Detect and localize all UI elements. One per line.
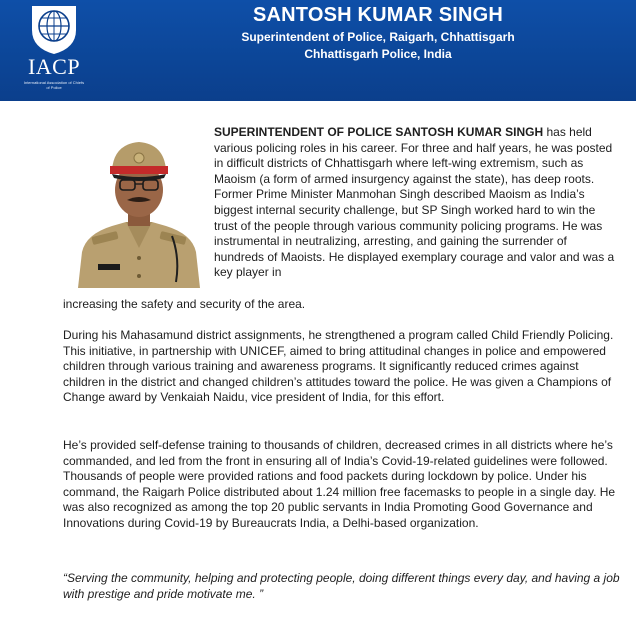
intro-paragraph xyxy=(214,125,616,281)
intro-lead: SUPERINTENDENT OF POLICE SANTOSH KUMAR SINGH xyxy=(214,125,544,139)
officer-portrait xyxy=(72,130,205,288)
logo-text: IACP xyxy=(27,54,81,79)
paragraph-child-friendly-policing: During his Mahasamund district assignments, he strengthened a program called Child Friendly Policing. This initiative, in partnership with UNICEF, aimed to bring attitudinal changes in police and empowered children through various training and awareness programs. It significantly reduced crimes against children in the district and changed children’s attitudes toward the police. He was given a Champions of Change award by Venkaiah Naidu, vice president of India, for this effort. xyxy=(63,328,614,405)
intro-text: has held various policing roles in his career. For three and half years, he was posted in difficult districts of Chhattisgarh where left-wing extremism, such as Maoism (a form of armed insurgency against the state), has deep roots. Former Prime Minister Manmohan Singh described Maoism as India’s biggest internal security challenge, but SP Singh worked hard to win the trust of the people through various community policing programs. He was instrumental in neutralizing, arresting, and gaining the surrender of hundreds of Maoists. He displayed exemplary courage and valor and was a key player in xyxy=(214,125,615,280)
page-title: SANTOSH KUMAR SINGH xyxy=(252,4,504,26)
title-line-1: Superintendent of Police, Raigarh, Chhattisgarh xyxy=(241,30,515,44)
intro-paragraph-tail: increasing the safety and security of the area. xyxy=(63,297,306,311)
paragraph-covid-response: He’s provided self-defense training to thousands of children, decreased crimes in all districts where he’s commanded, and led from the front in ensuring all of India’s Covid-19-related guidelines were followed. Thousands of people were provided rations and food packets during lockdown by police. Under his command, the Raigarh Police distributed about 1.24 million free facemasks to people in a single day. He was also recognized as among the top 20 public servants in India Promoting Good Governance and Innovations during Covid-19 by Bureaucrats India, a Delhi-based organization. xyxy=(63,438,616,530)
logo-subtext: International Association of Chiefs of Police xyxy=(23,80,85,90)
header-banner xyxy=(0,0,636,101)
title-line-2: Chhattisgarh Police, India xyxy=(304,47,452,61)
iacp-logo xyxy=(18,4,90,96)
closing-quote: “Serving the community, helping and protecting people, doing different things every day, and having a job with prestige and pride motivate me. ” xyxy=(63,571,620,601)
